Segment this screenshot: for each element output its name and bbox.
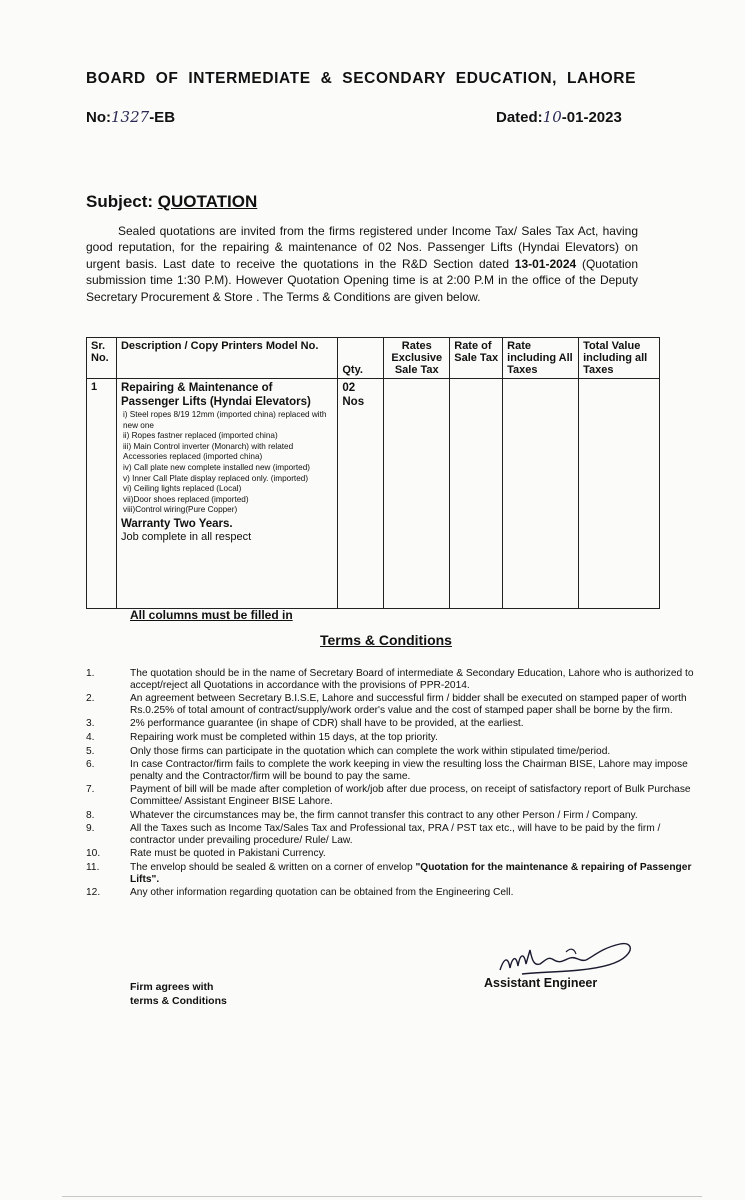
term-number: 6. [86, 759, 95, 771]
term-item [86, 862, 698, 885]
table-row [87, 379, 660, 609]
term-text: All the Taxes such as Income Tax/Sales Tax and Professional tax, PRA / PST tax etc., will have to be paid by the firm / contractor under prevailing procedure/ Rule/ Law. [130, 823, 661, 846]
term-item [86, 810, 698, 822]
page-edge-divider [62, 1196, 702, 1197]
dated-label: Dated: [496, 109, 543, 126]
term-number: 8. [86, 809, 95, 821]
dated [496, 108, 622, 126]
term-bold-text: "Quotation for the maintenance & repairing of Passenger Lifts". [130, 861, 692, 885]
term-text: 2% performance guarantee (in shape of CDR) shall have to be provided, at the earliest. [130, 718, 524, 730]
term-item [86, 887, 698, 899]
term-number: 5. [86, 745, 95, 757]
term-number: 12. [86, 887, 101, 899]
cell-description [116, 379, 337, 609]
intro-part1: Sealed quotations are invited from the firms registered under Income Tax/ Sales Tax Act, having good reputation, for the repairing & maintenance of 02 Nos. Passenger Lifts (Hyndai Elevators) on urgent basis. Last date to receive the quotations in the R&D Section dated [86, 224, 638, 271]
term-item [86, 693, 698, 716]
term-item [86, 718, 698, 730]
job-complete-text: Job complete in all respect [120, 530, 252, 543]
term-number: 4. [86, 731, 95, 743]
term-number: 9. [86, 823, 95, 835]
cell-sr [87, 379, 117, 609]
dated-rest: -01-2023 [561, 109, 622, 126]
all-columns-note: All columns must be filled in [130, 608, 293, 622]
spec-item: ii) Ropes fastner replaced (imported china) [122, 431, 278, 441]
term-item [86, 759, 698, 782]
term-item [86, 732, 698, 744]
cell-qty [338, 379, 384, 609]
spec-list [121, 410, 333, 516]
term-text: In case Contractor/firm fails to complete the work keeping in view the resulting loss the Chairman BISE, Lahore may impose penalty and the Contractor/firm will be bound to pay the same. [130, 759, 688, 782]
ref-label: No: [86, 109, 111, 126]
term-text: Rate must be quoted in Pakistani Currency. [130, 848, 326, 860]
sr-number: 1 [91, 381, 98, 393]
subject-label: Subject: [86, 192, 154, 211]
subject-value: QUOTATION [157, 192, 258, 211]
intro-paragraph [86, 223, 638, 305]
subject-line [86, 192, 257, 212]
spec-item: v) Inner Call Plate display replaced only. (imported) [122, 473, 309, 483]
term-number: 1. [86, 668, 95, 679]
term-text: An agreement between Secretary B.I.S.E, Lahore and successful firm / bidder shall be executed on stamped paper of worth Rs.0.25% of total amount of contract/supply/work order's value and the cost of stamped paper shall be borne by the firm. [130, 693, 687, 716]
term-item [86, 823, 698, 846]
term-number: 2. [86, 693, 95, 705]
firm-agreement [130, 980, 227, 1008]
term-number: 10. [86, 848, 101, 860]
cell-rates-excl[interactable] [384, 379, 450, 609]
spec-item: i) Steel ropes 8/19 12mm (imported china) replaced with new one [122, 410, 327, 430]
col-header-rate-sale-tax: Rate of Sale Tax [450, 338, 503, 379]
col-header-sr: Sr. No. [87, 338, 117, 379]
col-header-qty: Qty. [338, 338, 384, 379]
col-header-rate-incl: Rate including All Taxes [503, 338, 579, 379]
col-header-rates-excl: Rates Exclusive Sale Tax [384, 338, 450, 379]
assistant-engineer-title: Assistant Engineer [484, 976, 598, 990]
ref-suffix: -EB [149, 109, 176, 126]
spec-item: vi) Ceiling lights replaced (Local) [122, 484, 242, 494]
cell-rate-incl[interactable] [503, 379, 579, 609]
cell-rate-sale-tax[interactable] [450, 379, 503, 609]
intro-date: 13-01-2024 [514, 256, 577, 271]
cell-total[interactable] [579, 379, 660, 609]
quotation-table [86, 337, 660, 609]
term-text: Any other information regarding quotation can be obtained from the Engineering Cell. [130, 887, 514, 899]
spec-item: viii)Control wiring(Pure Copper) [122, 505, 238, 515]
qty-value: 02 Nos [342, 382, 365, 408]
term-item [86, 784, 698, 807]
term-item [86, 668, 698, 691]
term-text: Repairing work must be completed within 15 days, at the top priority. [130, 731, 438, 743]
spec-item: iii) Main Control inverter (Monarch) with related Accessories replaced (imported china) [122, 441, 294, 462]
term-number: 11. [86, 861, 100, 873]
terms-list [86, 668, 698, 901]
col-header-total: Total Value including all Taxes [579, 338, 660, 379]
board-title: BOARD OF INTERMEDIATE & SECONDARY EDUCATION, LAHORE [86, 70, 637, 87]
term-text: Whatever the circumstances may be, the firm cannot transfer this contract to any other Person / Firm / Company. [130, 809, 638, 821]
col-header-description: Description / Copy Printers Model No. [116, 338, 337, 379]
spec-item: iv) Call plate new complete installed new (imported) [122, 462, 311, 472]
term-number: 7. [86, 784, 95, 796]
term-text: The quotation should be in the name of Secretary Board of intermediate & Secondary Education, Lahore who is authorized to accept/reject all Quotations in accordance with the provisions of PPR-2014. [130, 668, 694, 691]
firm-line-1: Firm agrees with [130, 981, 214, 993]
term-item [86, 848, 698, 860]
spec-item: vii)Door shoes replaced (imported) [122, 494, 249, 504]
term-text: Payment of bill will be made after completion of work/job after due process, on receipt of satisfactory report of Bulk Purchase Committee/ Assistant Engineer BISE Lahore. [130, 784, 691, 807]
ref-number-handwritten: 1327 [111, 108, 150, 126]
term-text: The envelop should be sealed & written on a corner of envelop [130, 861, 416, 873]
term-item [86, 746, 698, 758]
firm-line-2: terms & Conditions [130, 995, 227, 1007]
reference-number [86, 108, 175, 126]
intro-part2: (Quotation submission time 1:30 P.M). However Quotation Opening time is at 2:00 P.M in the office of the Deputy Secretary Procurement & Store . The Terms & Conditions are given below. [86, 256, 638, 304]
terms-heading: Terms & Conditions [320, 632, 452, 648]
table-header-row [87, 338, 660, 379]
dated-day-handwritten: 10 [542, 108, 562, 126]
warranty-text: Warranty Two Years. [120, 517, 233, 530]
item-title: Repairing & Maintenance of Passenger Lifts (Hyndai Elevators) [120, 382, 311, 408]
term-number: 3. [86, 718, 95, 730]
term-text: Only those firms can participate in the quotation which can complete the work within stipulated time/period. [130, 745, 611, 757]
